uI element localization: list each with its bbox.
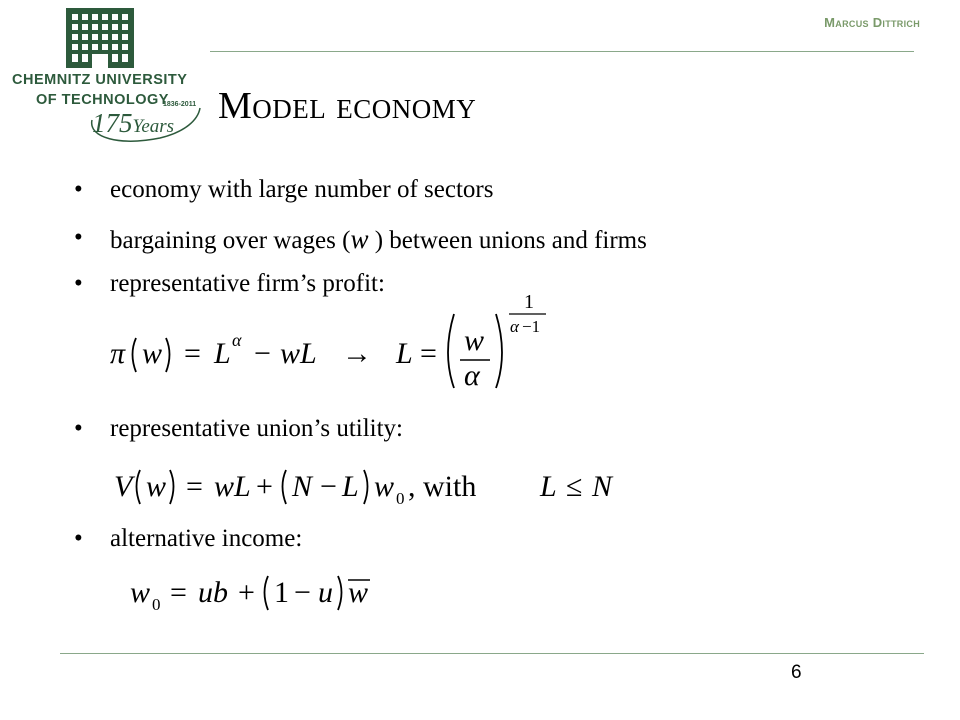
logo-years-number: 175 bbox=[92, 108, 133, 138]
svg-text:α: α bbox=[232, 330, 242, 350]
svg-text:L: L bbox=[540, 470, 557, 503]
svg-text:0: 0 bbox=[396, 489, 405, 508]
svg-text:→: → bbox=[342, 337, 372, 370]
svg-text:α: α bbox=[510, 317, 519, 336]
bullet-1-text: economy with large number of sectors bbox=[110, 176, 494, 203]
logo-years bbox=[92, 108, 174, 139]
svg-text:−1: −1 bbox=[522, 317, 541, 336]
slide-title: Model economy bbox=[218, 85, 477, 127]
svg-text:ub: ub bbox=[198, 576, 228, 609]
profit-equation bbox=[104, 284, 564, 394]
svg-text:+: + bbox=[256, 470, 273, 503]
svg-text:≤: ≤ bbox=[566, 470, 583, 503]
svg-text:=: = bbox=[170, 576, 187, 609]
svg-text:wL: wL bbox=[214, 470, 251, 503]
svg-text:+: + bbox=[238, 576, 255, 609]
svg-text:=: = bbox=[420, 337, 437, 370]
logo-years-word: Years bbox=[132, 116, 175, 137]
utility-equation bbox=[110, 462, 650, 522]
svg-text:1: 1 bbox=[524, 291, 534, 313]
svg-text:V: V bbox=[114, 470, 133, 503]
utility-equation-with: , with bbox=[408, 470, 477, 503]
svg-text:w: w bbox=[130, 576, 151, 609]
svg-text:L: L bbox=[396, 337, 413, 370]
bullet-2-text bbox=[110, 224, 647, 255]
svg-text:1: 1 bbox=[274, 576, 289, 609]
bullet-marker: • bbox=[74, 176, 83, 203]
svg-text:w: w bbox=[464, 324, 485, 357]
logo-university-line1: CHEMNITZ UNIVERSITY bbox=[12, 72, 188, 88]
bullet-3-text: representative firm’s profit: bbox=[110, 270, 385, 297]
svg-text:α: α bbox=[464, 359, 480, 392]
bullet-2-text-start: bargaining over wages ( bbox=[110, 227, 351, 254]
logo-university-line2: OF TECHNOLOGY bbox=[36, 92, 169, 108]
svg-text:w: w bbox=[142, 337, 163, 370]
author-name: Marcus Dittrich bbox=[824, 15, 920, 30]
income-equation bbox=[126, 568, 426, 628]
bullet-2-var: w bbox=[350, 224, 369, 254]
bullet-marker: • bbox=[74, 525, 83, 552]
svg-text:N: N bbox=[592, 470, 613, 503]
svg-text:L: L bbox=[342, 470, 359, 503]
bullet-5-text: alternative income: bbox=[110, 525, 303, 552]
svg-text:−: − bbox=[254, 337, 271, 370]
logo-years-range: 1836-2011 bbox=[163, 101, 197, 108]
header-divider bbox=[210, 51, 914, 52]
svg-text:L: L bbox=[214, 337, 231, 370]
bullet-2-text-end: ) between unions and firms bbox=[368, 227, 647, 254]
bullet-4-text: representative union’s utility: bbox=[110, 415, 403, 442]
svg-text:=: = bbox=[186, 470, 203, 503]
svg-text:u: u bbox=[318, 576, 333, 609]
svg-text:N: N bbox=[292, 470, 313, 503]
footer-divider bbox=[60, 653, 924, 654]
page-number: 6 bbox=[791, 662, 802, 683]
bullet-marker: • bbox=[74, 415, 83, 442]
svg-text:π: π bbox=[110, 337, 126, 370]
svg-text:wL: wL bbox=[280, 337, 317, 370]
svg-text:−: − bbox=[294, 576, 311, 609]
university-logo bbox=[10, 8, 210, 148]
bullet-marker: • bbox=[74, 224, 83, 251]
svg-text:w: w bbox=[146, 470, 167, 503]
svg-text:w: w bbox=[348, 576, 369, 609]
bullet-marker: • bbox=[74, 270, 83, 297]
svg-text:−: − bbox=[320, 470, 337, 503]
svg-text:=: = bbox=[184, 337, 201, 370]
svg-text:0: 0 bbox=[152, 595, 161, 614]
svg-text:w: w bbox=[374, 470, 395, 503]
